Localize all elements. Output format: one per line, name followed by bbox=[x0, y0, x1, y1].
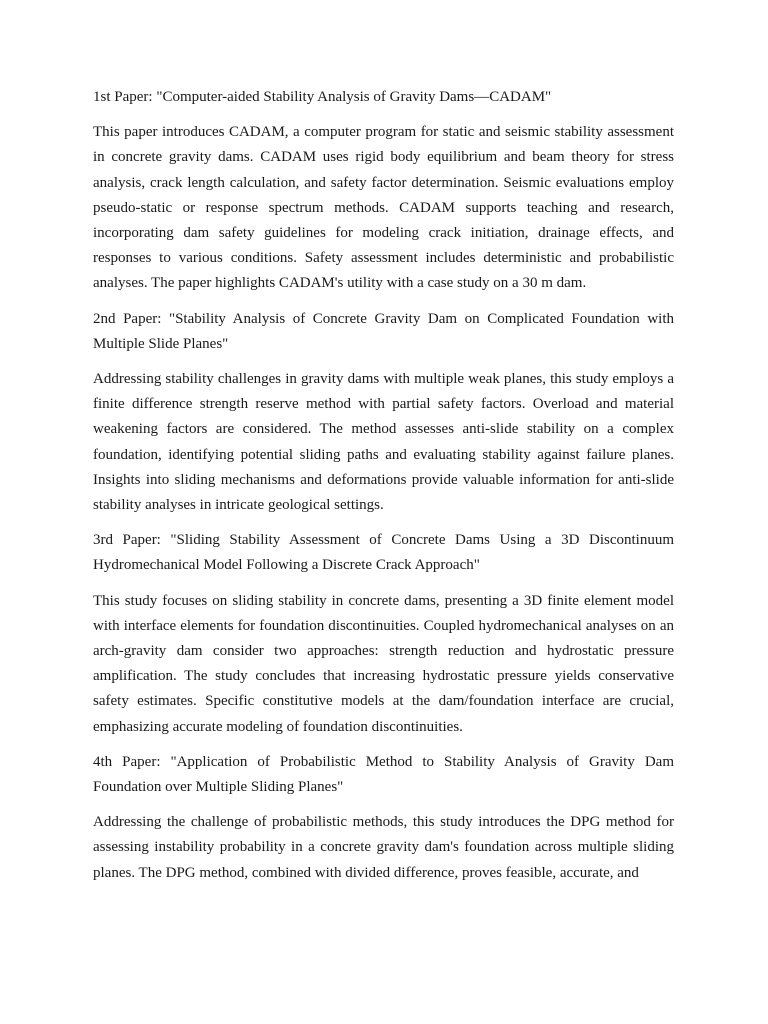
paper-1-summary: This paper introduces CADAM, a computer program for static and seismic stability assessment in concrete gravity dams. CADAM uses rigid body equilibrium and beam theory for stress analysis, crack length calculation, and safety factor determination. Seismic evaluations employ pseudo-static or response spectrum methods. CADAM supports teaching and research, incorporating dam safety guidelines for modeling crack initiation, drainage effects, and responses to various conditions. Safety assessment includes deterministic and probabilistic analyses. The paper highlights CADAM's utility with a case study on a 30 m dam. bbox=[93, 124, 674, 292]
paper-3-heading: 3rd Paper: "Sliding Stability Assessment of Concrete Dams Using a 3D Discontinuum Hydromechanical Model Following a Discrete Crack Approach" bbox=[93, 532, 674, 574]
paper-2-heading: 2nd Paper: "Stability Analysis of Concrete Gravity Dam on Complicated Foundation with Multiple Slide Planes" bbox=[93, 310, 674, 352]
paper-3-summary: This study focuses on sliding stability in concrete dams, presenting a 3D finite element model with interface elements for foundation discontinuities. Coupled hydromechanical analyses on an arch-gravity dam consider two approaches: strength reduction and hydrostatic pressure amplification. The study concludes that increasing hydrostatic pressure yields conservative safety estimates. Specific constitutive models at the dam/foundation interface are crucial, emphasizing accurate modeling of foundation discontinuities. bbox=[93, 592, 674, 735]
paper-2-summary: Addressing stability challenges in gravity dams with multiple weak planes, this study employs a finite difference strength reserve method with partial safety factors. Overload and material weakening factors are considered. The method assesses anti-slide stability on a complex foundation, identifying potential sliding paths and evaluating stability against failure planes. Insights into sliding mechanisms and deformations provide valuable information for anti-slide stability analyses in intricate geological settings. bbox=[93, 371, 674, 514]
document-page bbox=[93, 85, 674, 896]
paper-4-heading: 4th Paper: "Application of Probabilistic Method to Stability Analysis of Gravity Dam Foundation over Multiple Sliding Planes" bbox=[93, 753, 674, 796]
paper-1-heading: 1st Paper: "Computer-aided Stability Analysis of Gravity Dams—CADAM" bbox=[93, 89, 552, 105]
paper-4-summary: Addressing the challenge of probabilistic methods, this study introduces the DPG method for assessing instability probability in a concrete gravity dam's foundation across multiple sliding planes. The DPG method, combined with divided difference, proves feasible, accurate, and bbox=[93, 814, 674, 881]
